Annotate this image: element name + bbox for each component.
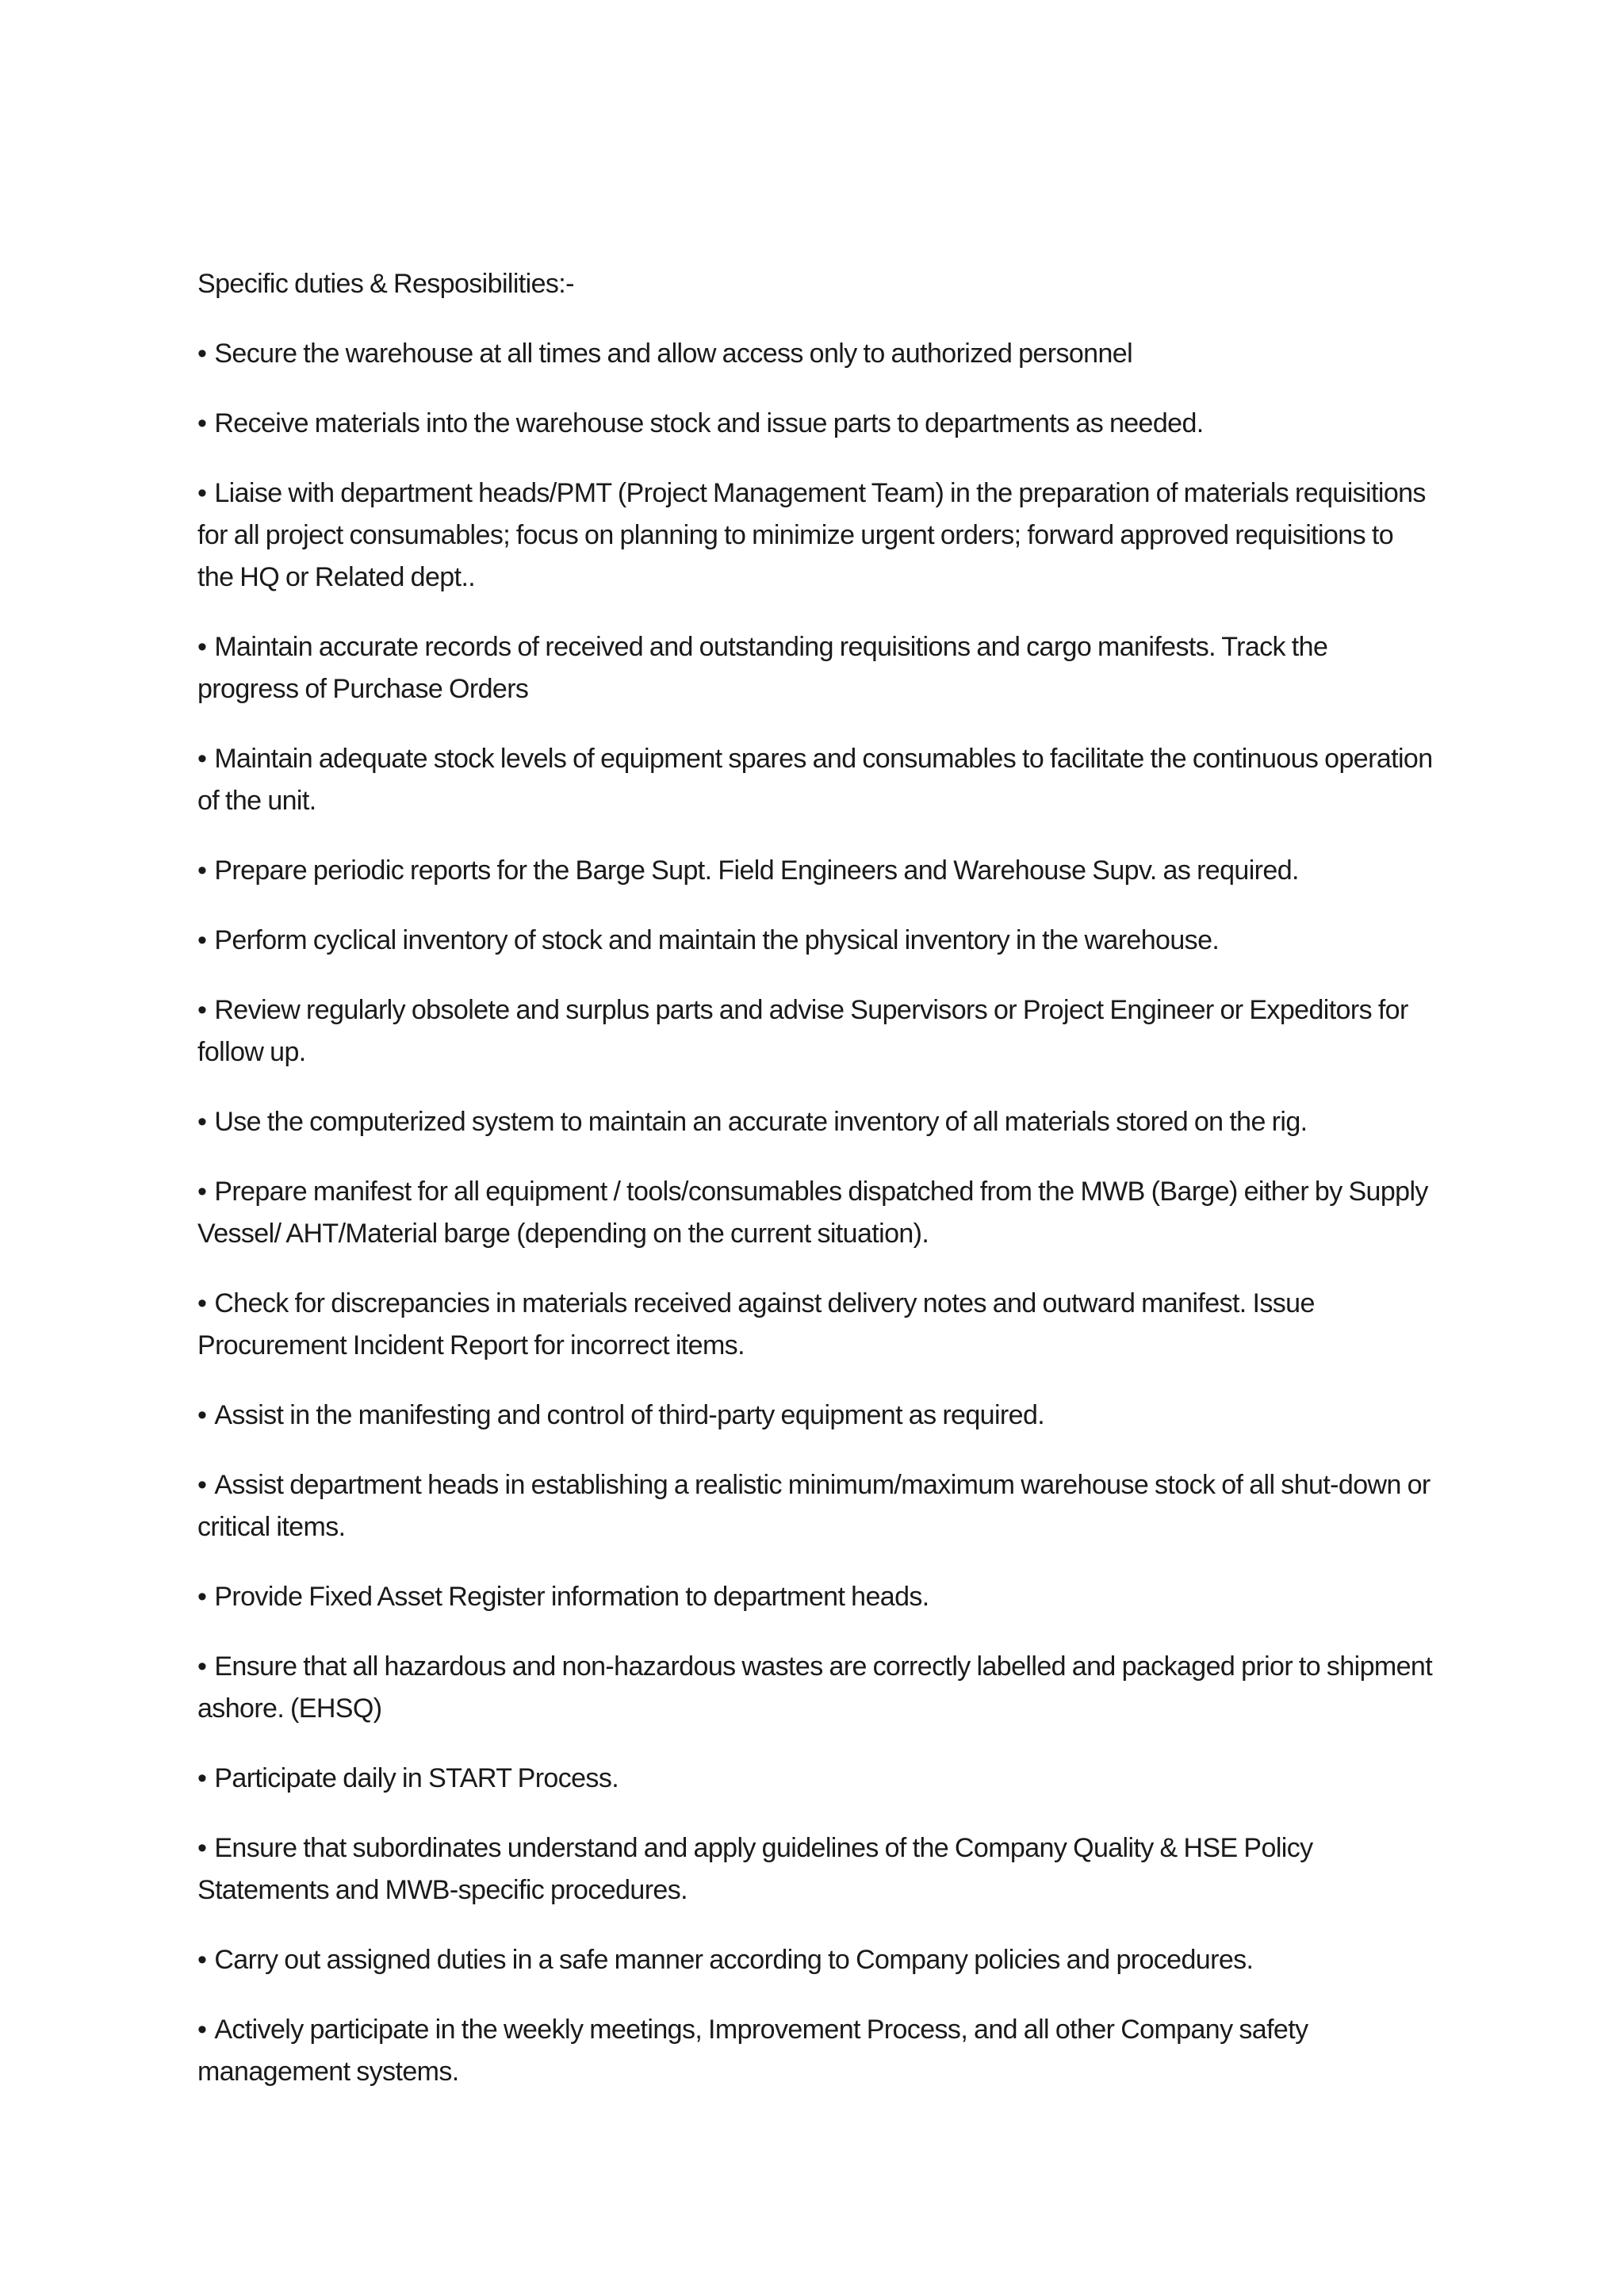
duty-item: [197, 403, 1434, 445]
duty-text: Participate daily in START Process.: [214, 1763, 619, 1793]
duty-text: Provide Fixed Asset Register information to department heads.: [214, 1582, 929, 1612]
duties-list: [197, 333, 1434, 2093]
bullet-icon: •: [197, 1651, 207, 1682]
duty-item: [197, 1395, 1434, 1437]
bullet-icon: •: [197, 1470, 207, 1500]
duty-item: [197, 473, 1434, 599]
bullet-icon: •: [197, 1177, 207, 1207]
duty-text: Prepare periodic reports for the Barge Supt. Field Engineers and Warehouse Supv. as required.: [214, 855, 1299, 886]
duty-item: [197, 1646, 1434, 1730]
duty-item: [197, 626, 1434, 710]
duty-text: Receive materials into the warehouse stock and issue parts to departments as needed.: [214, 408, 1204, 438]
section-heading: Specific duties & Resposibilities:-: [197, 269, 574, 299]
bullet-icon: •: [197, 1400, 207, 1430]
duty-text: Use the computerized system to maintain an accurate inventory of all materials stored on the rig.: [214, 1107, 1308, 1137]
duty-text: Review regularly obsolete and surplus parts and advise Supervisors or Project Engineer or Expeditors for follow up.: [197, 995, 1408, 1067]
bullet-icon: •: [197, 925, 207, 955]
bullet-icon: •: [197, 1582, 207, 1612]
duty-item: [197, 1101, 1434, 1143]
duty-text: Ensure that subordinates understand and apply guidelines of the Company Quality & HSE Policy Statements and MWB-specific procedures.: [197, 1833, 1313, 1905]
bullet-icon: •: [197, 478, 207, 508]
bullet-icon: •: [197, 744, 207, 774]
bullet-icon: •: [197, 408, 207, 438]
duty-item: [197, 1464, 1434, 1548]
duty-item: [197, 738, 1434, 822]
bullet-icon: •: [197, 2015, 207, 2045]
duty-item: [197, 1171, 1434, 1255]
bullet-icon: •: [197, 1945, 207, 1975]
duty-text: Maintain adequate stock levels of equipment spares and consumables to facilitate the continuous operation of the unit.: [197, 744, 1433, 816]
document-body: [197, 263, 1434, 2121]
duty-text: Assist in the manifesting and control of third-party equipment as required.: [214, 1400, 1045, 1430]
bullet-icon: •: [197, 1288, 207, 1318]
duty-text: Actively participate in the weekly meetings, Improvement Process, and all other Company safety management systems.: [197, 2015, 1308, 2087]
duty-item: [197, 1758, 1434, 1800]
duty-item: [197, 989, 1434, 1073]
bullet-icon: •: [197, 1833, 207, 1863]
bullet-icon: •: [197, 1763, 207, 1793]
duty-text: Secure the warehouse at all times and allow access only to authorized personnel: [214, 339, 1133, 369]
duty-item: [197, 1827, 1434, 1911]
duty-item: [197, 1939, 1434, 1981]
duty-text: Ensure that all hazardous and non-hazardous wastes are correctly labelled and packaged prior to shipment ashore. (EHSQ): [197, 1651, 1433, 1724]
duty-item: [197, 920, 1434, 962]
duty-item: [197, 333, 1434, 375]
duty-item: [197, 1283, 1434, 1367]
duty-text: Assist department heads in establishing a realistic minimum/maximum warehouse stock of all shut-down or critical items.: [197, 1470, 1431, 1542]
duty-item: [197, 1576, 1434, 1618]
bullet-icon: •: [197, 339, 207, 369]
duty-text: Liaise with department heads/PMT (Project Management Team) in the preparation of materials requisitions for all project consumables; focus on planning to minimize urgent orders; forward approved requisitions to the HQ or Related dept..: [197, 478, 1426, 592]
bullet-icon: •: [197, 855, 207, 886]
duty-text: Maintain accurate records of received and outstanding requisitions and cargo manifests. Track the progress of Purchase Orders: [197, 632, 1328, 704]
duty-text: Check for discrepancies in materials received against delivery notes and outward manifest. Issue Procurement Incident Report for incorrect items.: [197, 1288, 1315, 1360]
duty-text: Perform cyclical inventory of stock and maintain the physical inventory in the warehouse.: [214, 925, 1220, 955]
duty-text: Carry out assigned duties in a safe manner according to Company policies and procedures.: [214, 1945, 1254, 1975]
duty-item: [197, 2009, 1434, 2093]
bullet-icon: •: [197, 995, 207, 1025]
bullet-icon: •: [197, 632, 207, 662]
duty-text: Prepare manifest for all equipment / tools/consumables dispatched from the MWB (Barge) either by Supply Vessel/ AHT/Material barge (depending on the current situation).: [197, 1177, 1428, 1249]
duty-item: [197, 850, 1434, 892]
bullet-icon: •: [197, 1107, 207, 1137]
